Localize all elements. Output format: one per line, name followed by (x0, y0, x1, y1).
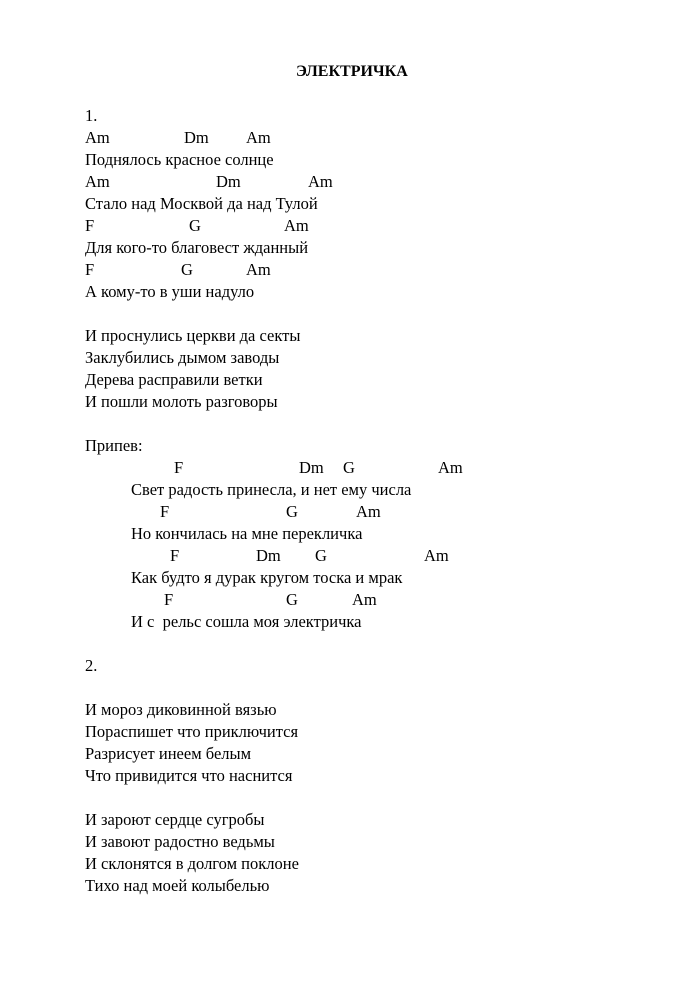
chord: G (315, 546, 327, 565)
chord: Dm (256, 546, 281, 565)
chord: G (286, 590, 298, 609)
lyric-line: И проснулись церкви да секты (85, 326, 301, 345)
verse-number: 1. (85, 106, 98, 125)
chorus-label: Припев: (85, 436, 143, 455)
chord: Am (246, 128, 271, 147)
lyric-line: И мороз диковинной вязью (85, 700, 277, 719)
lyric-line: Пораспишет что приключится (85, 722, 299, 741)
lyric-line: Как будто я дурак кругом тоска и мрак (131, 568, 403, 587)
chord: F (164, 590, 174, 609)
chord: G (286, 502, 298, 521)
chord: G (181, 260, 193, 279)
chord: Dm (299, 458, 324, 477)
chord: F (85, 216, 95, 235)
lyric-line: А кому-то в уши надуло (85, 282, 255, 301)
chord: G (189, 216, 201, 235)
lyric-line: И склонятся в долгом поклоне (85, 854, 299, 873)
verse-number: 2. (85, 656, 98, 675)
lyric-line: Заклубились дымом заводы (85, 348, 280, 367)
chord: Am (308, 172, 333, 191)
lyric-line: И с рельс сошла моя электричка (131, 612, 362, 631)
lyric-line: Что привидится что наснится (85, 766, 293, 785)
chord: Dm (184, 128, 209, 147)
lyric-line: Тихо над моей колыбелью (85, 876, 270, 895)
chord: Am (438, 458, 463, 477)
lyric-line: Дерева расправили ветки (85, 370, 263, 389)
lyric-line: Разрисует инеем белым (85, 744, 252, 763)
lyric-line: И зароют сердце сугробы (85, 810, 265, 829)
chord: Am (85, 128, 110, 147)
chord: Am (85, 172, 110, 191)
lyric-line: Для кого-то благовест жданный (85, 238, 309, 257)
chord: Am (424, 546, 449, 565)
chord: F (174, 458, 184, 477)
lyric-line: Стало над Москвой да над Тулой (85, 194, 318, 213)
lyric-line: Свет радость принесла, и нет ему числа (131, 480, 412, 499)
chord: Am (356, 502, 381, 521)
lyric-line: И завоют радостно ведьмы (85, 832, 275, 851)
lyric-line: Поднялось красное солнце (85, 150, 274, 169)
lyric-line: Но кончилась на мне перекличка (131, 524, 363, 543)
chord: Dm (216, 172, 241, 191)
lyric-line: И пошли молоть разговоры (85, 392, 278, 411)
chord: Am (352, 590, 377, 609)
chord: F (85, 260, 95, 279)
chord: Am (284, 216, 309, 235)
chord: Am (246, 260, 271, 279)
chord: F (170, 546, 180, 565)
chord: F (160, 502, 170, 521)
chord: G (343, 458, 355, 477)
song-title: ЭЛЕКТРИЧКА (296, 63, 408, 80)
